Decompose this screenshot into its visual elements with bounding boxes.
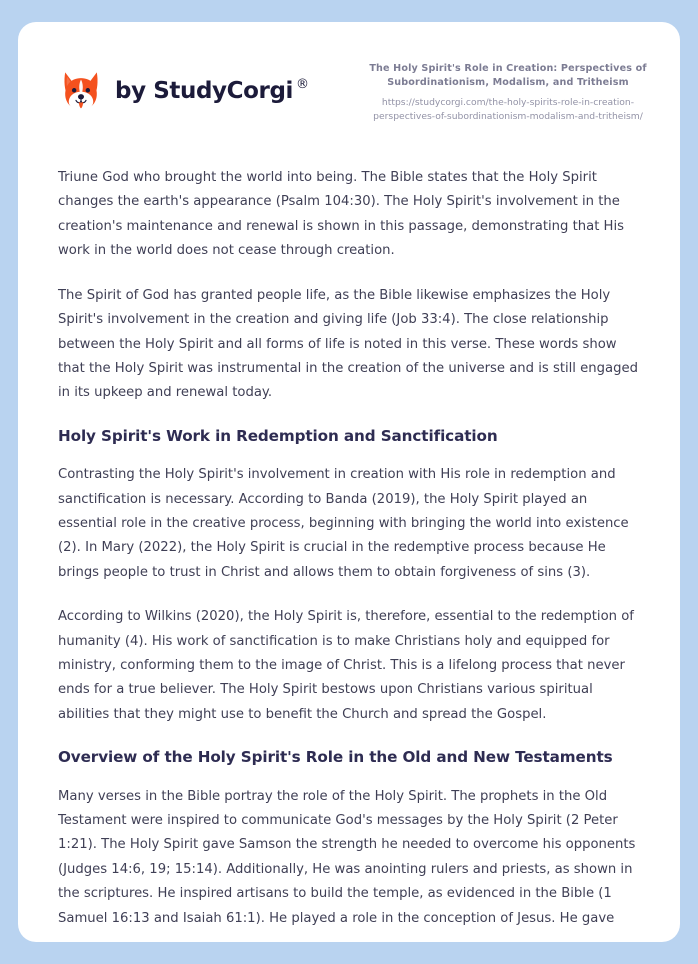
- section-heading: Holy Spirit's Work in Redemption and Sanctification: [58, 426, 498, 445]
- content-block: [58, 166, 640, 931]
- brand-logo-block[interactable]: [58, 60, 309, 114]
- document-source-url[interactable]: https://studycorgi.com/the-holy-spirits-role-in-creation-perspectives-of-subordinationism-modalism-and-tritheism/: [373, 97, 643, 122]
- paragraph: Contrasting the Holy Spirit's involvement in creation with His role in redemption and sanctification is necessary. According to Banda (2019), the Holy Spirit played an essential role in the creative process, beginning with bringing the world into existence (2). In Mary (2022), the Holy Spirit is crucial in the redemptive process because He brings people to trust in Christ and allows them to obtain forgiveness of sins (3).: [58, 467, 629, 580]
- paragraph: The Spirit of God has granted people life, as the Bible likewise emphasizes the Holy Spirit's involvement in the creation and giving life (Job 33:4). The close relationship between the Holy Spirit and all forms of life is noted in this verse. These words show that the Holy Spirit was instrumental in the creation of the universe and is still engaged in its upkeep and renewal today.: [58, 287, 638, 401]
- paragraph: Triune God who brought the world into being. The Bible states that the Holy Spirit changes the earth's appearance (Psalm 104:30). The Holy Spirit's involvement in the creation's maintenance and renewal is shown in this passage, demonstrating that His work in the world does not cease through creation.: [58, 170, 625, 259]
- header-meta-block: [358, 60, 658, 123]
- document-header: [18, 22, 680, 122]
- paragraph: According to Wilkins (2020), the Holy Spirit is, therefore, essential to the redemption of humanity (4). His work of sanctification is to make Christians holy and equipped for ministry, conforming them to the image of Christ. This is a lifelong process that never ends for a true believer. The Holy Spirit bestows upon Christians various spiritual abilities that they might use to benefit the Church and spread the Gospel.: [58, 609, 634, 722]
- registered-trademark-icon: ®: [296, 76, 310, 92]
- document-title: The Holy Spirit's Role in Creation: Perspectives of Subordinationism, Modalism, and Tritheism: [369, 63, 647, 88]
- brand-name: by StudyCorgi: [115, 77, 294, 104]
- document-page: [18, 22, 680, 942]
- corgi-dog-icon: [58, 68, 104, 114]
- section-heading: Overview of the Holy Spirit's Role in the Old and New Testaments: [58, 748, 613, 767]
- paragraph: Many verses in the Bible portray the role of the Holy Spirit. The prophets in the Old Testament were inspired to communicate God's messages by the Holy Spirit (2 Peter 1:21). The Holy Spirit gave Samson the strength he needed to overcome his opponents (Judges 14:6, 19; 15:14). Additionally, He was anointing rulers and priests, as shown in the scriptures. He inspired artisans to build the temple, as evidenced in the Bible (1 Samuel 16:13 and Isaiah 61:1). He played a role in the conception of Jesus. He gave: [58, 788, 636, 926]
- brand-wordmark: [115, 76, 310, 104]
- document-body: [18, 108, 680, 931]
